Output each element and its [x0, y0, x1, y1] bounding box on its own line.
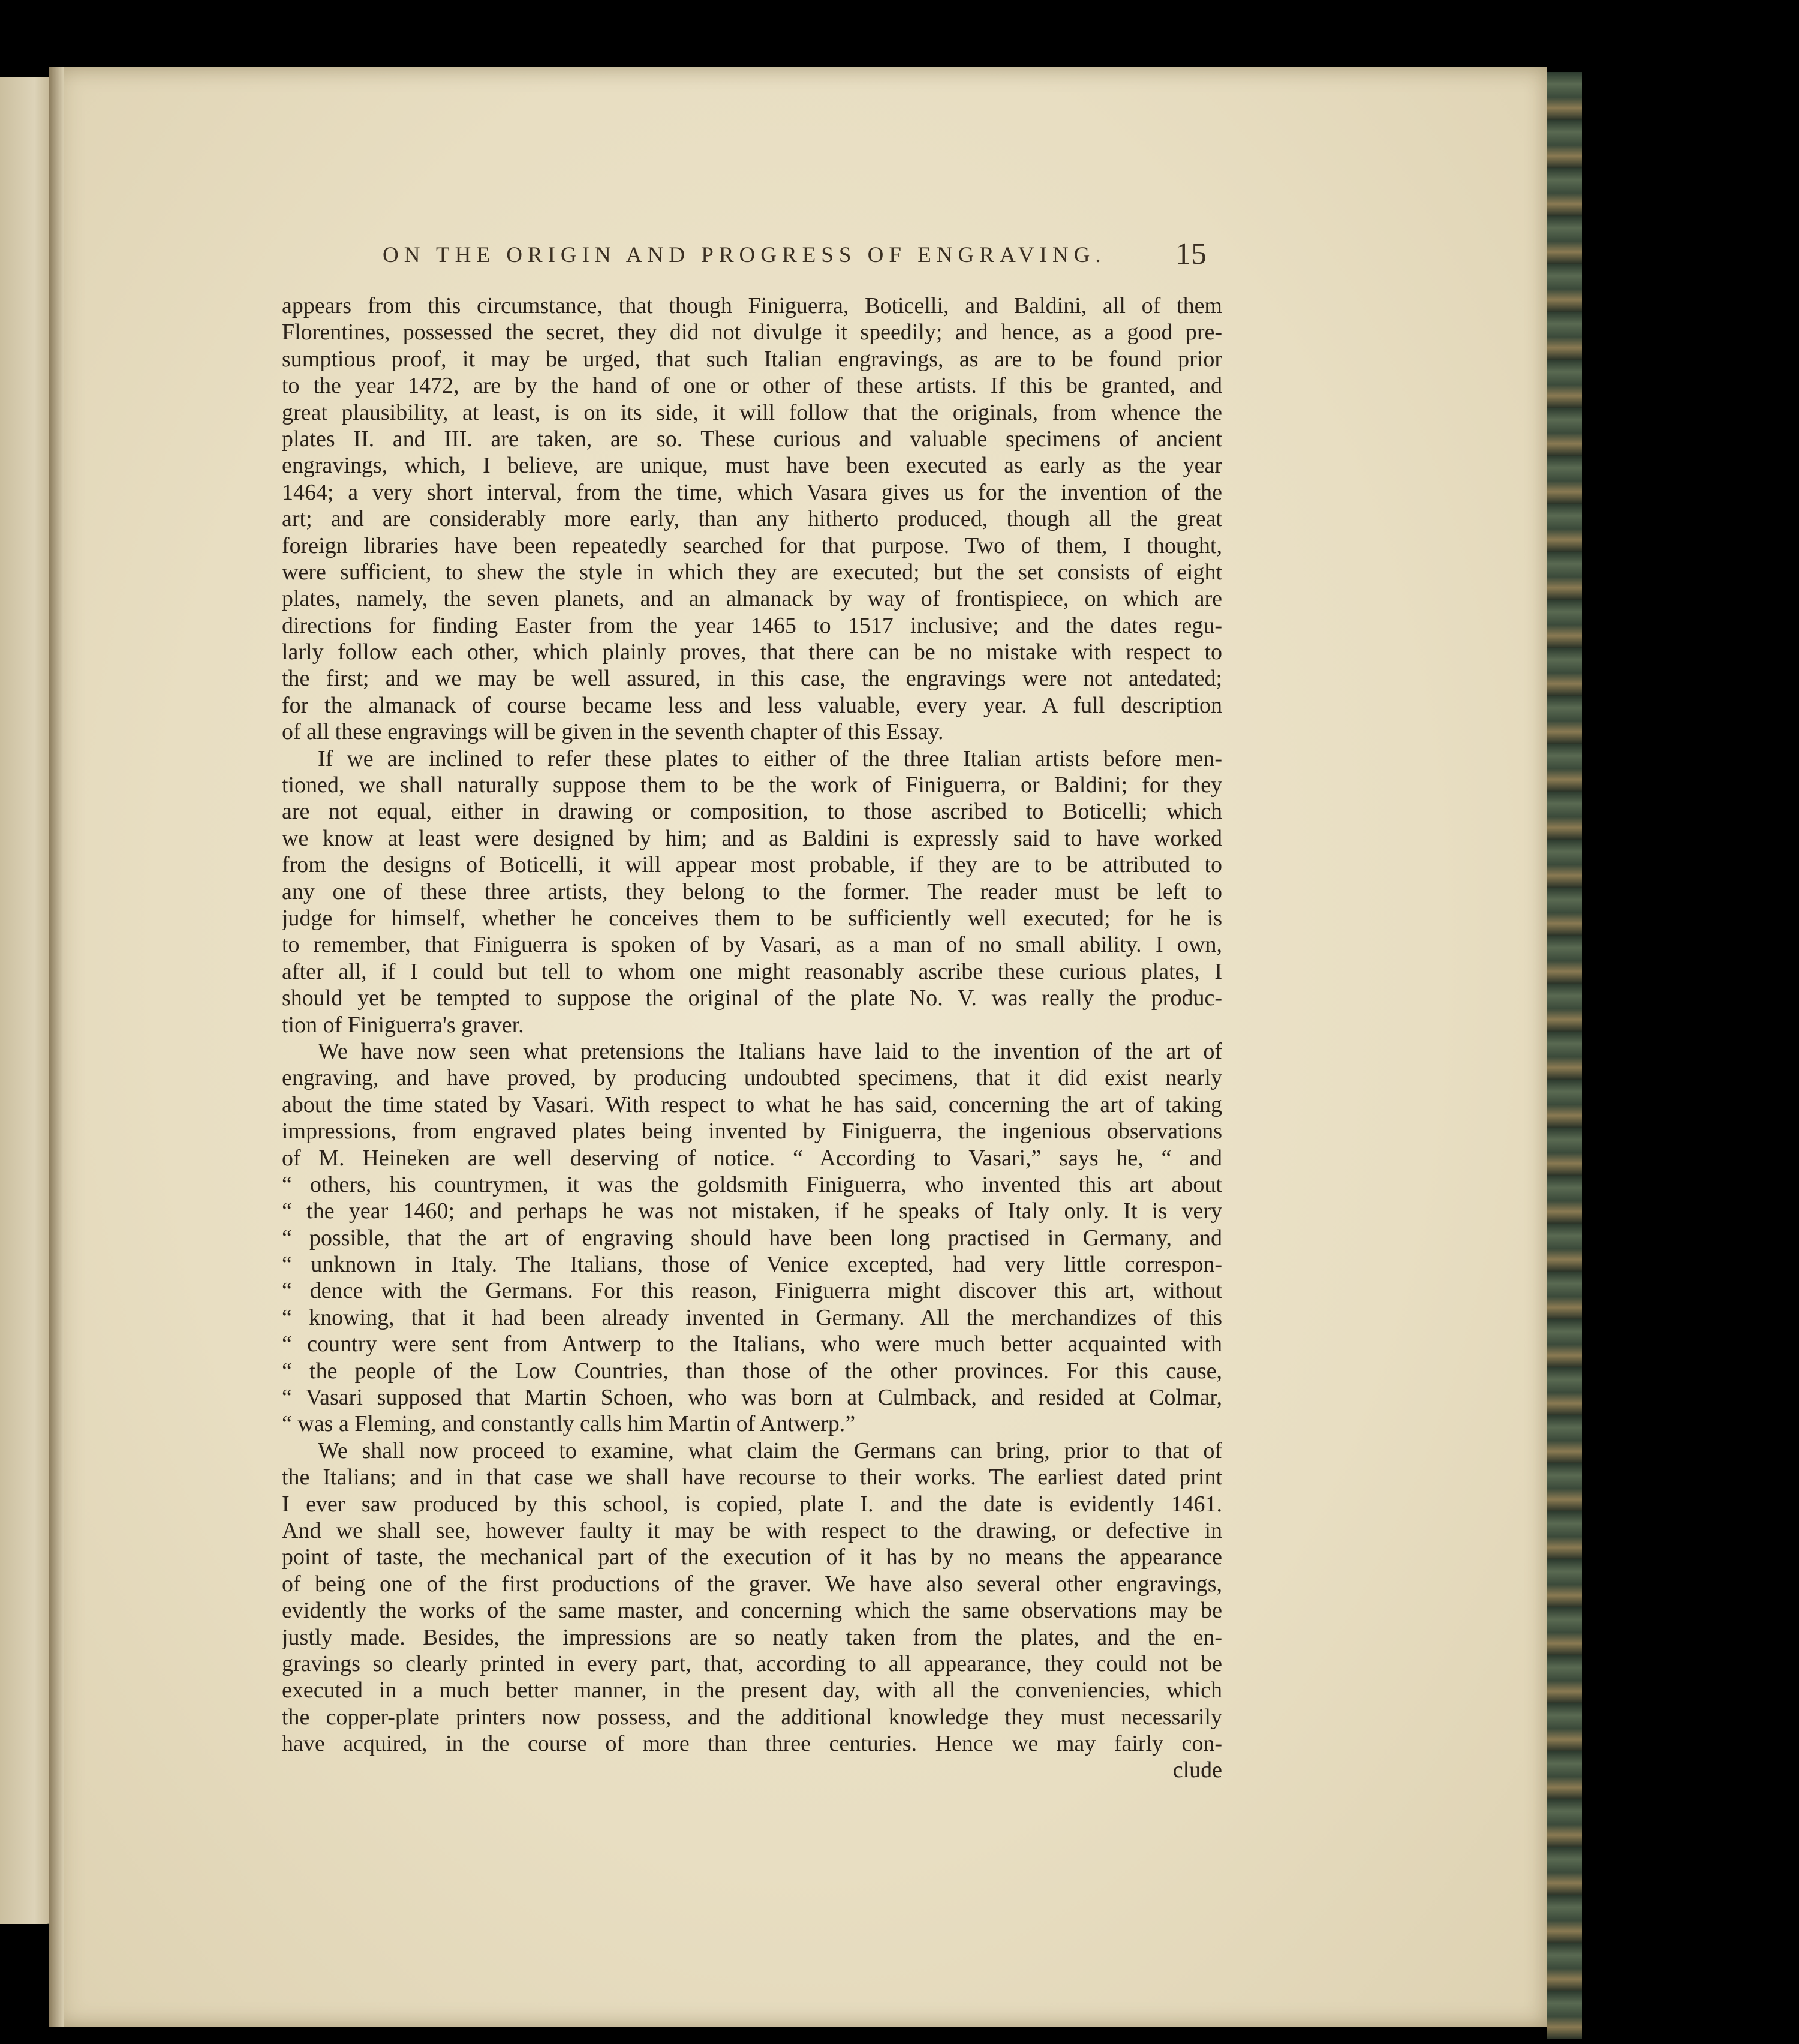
text-line: We have now seen what pretensions the Italians have laid to the invention of the art of — [318, 1038, 1222, 1064]
text-line: “ possible, that the art of engraving should have been long practised in Germany, and — [282, 1225, 1222, 1251]
text-line: the first; and we may be well assured, in this case, the engravings were not antedated; — [282, 666, 1222, 692]
text-line: clude — [1172, 1757, 1222, 1783]
text-line: impressions, from engraved plates being invented by Finiguerra, the ingenious observations — [282, 1119, 1222, 1144]
text-line: of all these engravings will be given in the seventh chapter of this Essay. — [282, 719, 944, 745]
text-line: to remember, that Finiguerra is spoken of by Vasari, as a man of no small ability. I own, — [282, 932, 1222, 958]
text-line: And we shall see, however faulty it may be with respect to the drawing, or defective in — [282, 1517, 1222, 1543]
text-line: engravings, which, I believe, are unique, must have been executed as early as the year — [282, 453, 1222, 479]
text-line: any one of these three artists, they belong to the former. The reader must be left to — [282, 879, 1222, 904]
text-line: justly made. Besides, the impressions are so neatly taken from the plates, and the en- — [282, 1624, 1222, 1650]
text-line: “ dence with the Germans. For this reason, Finiguerra might discover this art, without — [282, 1278, 1222, 1304]
text-line: art; and are considerably more early, than any hitherto produced, though all the great — [282, 506, 1222, 532]
text-line: foreign libraries have been repeatedly searched for that purpose. Two of them, I thought, — [282, 533, 1222, 558]
page-number: 15 — [1175, 237, 1207, 271]
text-line: from the designs of Boticelli, it will appear most probable, if they are to be attributed to — [282, 852, 1222, 878]
text-line: for the almanack of course became less and less valuable, every year. A full description — [282, 692, 1222, 718]
text-line: of being one of the first productions of the graver. We have also several other engravings, — [282, 1571, 1222, 1597]
text-line: directions for finding Easter from the year 1465 to 1517 inclusive; and the dates regu- — [282, 612, 1222, 638]
text-line: I ever saw produced by this school, is copied, plate I. and the date is evidently 1461. — [282, 1491, 1222, 1517]
text-line: after all, if I could but tell to whom one might reasonably ascribe these curious plates, I — [282, 958, 1222, 984]
text-line: “ country were sent from Antwerp to the Italians, who were much better acquainted with — [282, 1331, 1222, 1357]
text-line: judge for himself, whether he conceives them to be sufficiently well executed; for he is — [282, 905, 1222, 931]
text-line: We shall now proceed to examine, what claim the Germans can bring, prior to that of — [318, 1438, 1222, 1463]
text-line: sumptious proof, it may be urged, that such Italian engravings, as are to be found prior — [282, 346, 1222, 372]
text-line: plates II. and III. are taken, are so. These curious and valuable specimens of ancient — [282, 426, 1222, 452]
text-line: to the year 1472, are by the hand of one or other of these artists. If this be granted, and — [282, 373, 1222, 399]
text-line: engraving, and have proved, by producing undoubted specimens, that it did exist nearly — [282, 1065, 1222, 1091]
text-line: are not equal, either in drawing or composition, to those ascribed to Boticelli; which — [282, 799, 1222, 825]
text-line: “ the year 1460; and perhaps he was not mistaken, if he speaks of Italy only. It is very — [282, 1198, 1222, 1224]
text-line: evidently the works of the same master, and concerning which the same observations may be — [282, 1598, 1222, 1624]
text-line: “ Vasari supposed that Martin Schoen, who was born at Culmback, and resided at Colmar, — [282, 1385, 1222, 1411]
text-line: larly follow each other, which plainly proves, that there can be no mistake with respect to — [282, 639, 1222, 665]
text-line: plates, namely, the seven planets, and an almanack by way of frontispiece, on which are — [282, 586, 1222, 612]
page-gutter — [49, 67, 64, 2027]
text-line: tioned, we shall naturally suppose them to be the work of Finiguerra, or Baldini; for they — [282, 772, 1222, 798]
running-head: ON THE ORIGIN AND PROGRESS OF ENGRAVING. — [383, 243, 1106, 267]
text-line: of M. Heineken are well deserving of notice. “ According to Vasari,” says he, “ and — [282, 1145, 1222, 1171]
text-line: “ was a Fleming, and constantly calls him Martin of Antwerp.” — [282, 1411, 856, 1437]
text-line: executed in a much better manner, in the present day, with all the conveniencies, which — [282, 1678, 1222, 1703]
text-line: gravings so clearly printed in every part, that, according to all appearance, they could not be — [282, 1651, 1222, 1676]
text-line: “ knowing, that it had been already invented in Germany. All the merchandizes of this — [282, 1304, 1222, 1330]
text-line: should yet be tempted to suppose the original of the plate No. V. was really the produc- — [282, 985, 1222, 1011]
text-line: If we are inclined to refer these plates to either of the three Italian artists before men- — [318, 746, 1222, 771]
text-line: the Italians; and in that case we shall have recourse to their works. The earliest dated print — [282, 1465, 1222, 1490]
text-line: were sufficient, to shew the style in which they are executed; but the set consists of eight — [282, 559, 1222, 585]
text-line: “ others, his countrymen, it was the goldsmith Finiguerra, who invented this art about — [282, 1171, 1222, 1197]
text-line: 1464; a very short interval, from the time, which Vasara gives us for the invention of the — [282, 479, 1222, 505]
marbled-board-edge — [1547, 72, 1582, 2039]
text-line: “ unknown in Italy. The Italians, those of Venice excepted, had very little correspon- — [282, 1252, 1222, 1278]
body-text — [282, 293, 1222, 1784]
text-line: tion of Finiguerra's graver. — [282, 1012, 524, 1038]
text-line: Florentines, possessed the secret, they did not divulge it speedily; and hence, as a good pre- — [282, 320, 1222, 345]
text-line: point of taste, the mechanical part of the execution of it has by no means the appearance — [282, 1544, 1222, 1570]
text-line: great plausibility, at least, is on its side, it will follow that the originals, from whence the — [282, 399, 1222, 425]
text-line: have acquired, in the course of more than three centuries. Hence we may fairly con- — [282, 1731, 1222, 1757]
text-line: “ the people of the Low Countries, than those of the other provinces. For this cause, — [282, 1358, 1222, 1384]
text-line: about the time stated by Vasari. With respect to what he has said, concerning the art of taking — [282, 1092, 1222, 1117]
text-line: the copper-plate printers now possess, and the additional knowledge they must necessarily — [282, 1704, 1222, 1730]
text-line: we know at least were designed by him; and as Baldini is expressly said to have worked — [282, 825, 1222, 851]
text-line: appears from this circumstance, that though Finiguerra, Boticelli, and Baldini, all of them — [282, 293, 1222, 318]
